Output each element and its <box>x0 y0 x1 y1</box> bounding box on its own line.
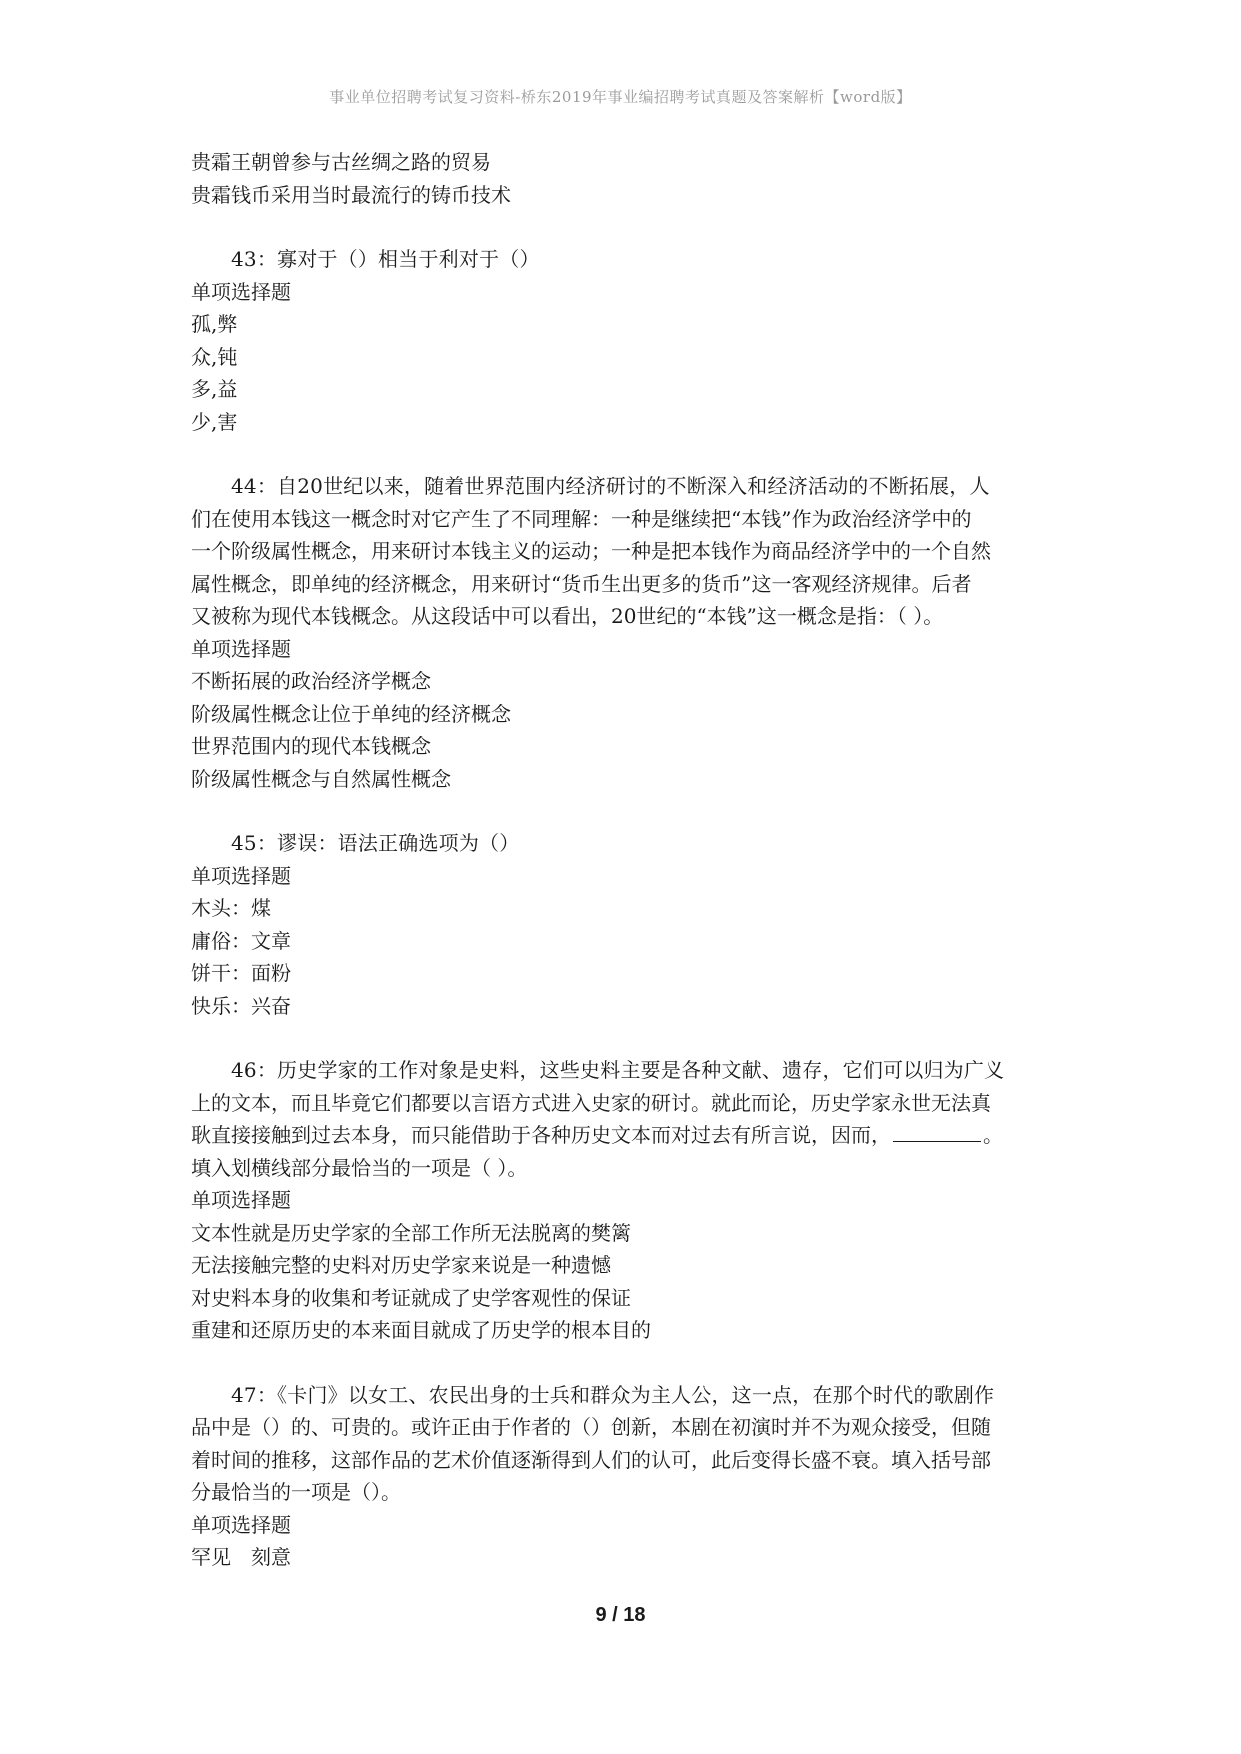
question-44 <box>191 470 1061 795</box>
option-item: 少,害 <box>191 409 238 434</box>
option-item: 众,钝 <box>191 344 238 369</box>
option-item: 文本性就是历史学家的全部工作所无法脱离的樊篱 <box>191 1220 631 1245</box>
question-type: 单项选择题 <box>191 863 291 888</box>
option-item: 庸俗：文章 <box>191 928 291 953</box>
question-47 <box>191 1379 1061 1574</box>
option-item: 不断拓展的政治经济学概念 <box>191 669 431 693</box>
option-item: 世界范围内的现代本钱概念 <box>191 734 431 758</box>
fill-in-blank <box>893 1121 981 1142</box>
page-content <box>191 146 1061 1574</box>
question-type: 单项选择题 <box>191 279 291 304</box>
stem-suffix: 。 <box>983 1123 1003 1147</box>
question-type: 单项选择题 <box>191 1512 291 1537</box>
stem-text: 耿直接接触到过去本身，而只能借助于各种历史文本而对过去有所言说，因而， <box>191 1123 891 1147</box>
option-item: 无法接触完整的史料对历史学家来说是一种遗憾 <box>191 1253 611 1277</box>
question-stem-continued: 分最恰当的一项是（）。 <box>191 1480 401 1504</box>
option-item: 快乐：兴奋 <box>191 993 291 1018</box>
question-stem-continued: 上的文本，而且毕竟它们都要以言语方式进入史家的研讨。就此而论，历史学家永世无法真 <box>191 1090 991 1115</box>
question-stem-continued: 着时间的推移，这部作品的艺术价值逐渐得到人们的认可，此后变得长盛不衰。填入括号部 <box>191 1447 991 1472</box>
option-item: 罕见 刻意 <box>191 1545 291 1569</box>
question-46 <box>191 1054 1061 1347</box>
option-item: 饼干：面粉 <box>191 961 291 985</box>
question-45 <box>191 827 1061 1022</box>
question-stem: 46：历史学家的工作对象是史料，这些史料主要是各种文献、遗存，它们可以归为广义 <box>231 1058 1005 1082</box>
question-type: 单项选择题 <box>191 636 291 661</box>
option-item: 孤,弊 <box>191 312 238 336</box>
question-stem-continued: 又被称为现代本钱概念。从这段话中可以看出，20世纪的“本钱”这一概念是指：（ ）。 <box>191 604 944 628</box>
question-stem-continued: 品中是（）的、可贵的。或许正由于作者的（）创新，本剧在初演时并不为观众接受，但随 <box>191 1415 991 1439</box>
option-item: 阶级属性概念与自然属性概念 <box>191 766 451 791</box>
option-item: 木头：煤 <box>191 896 271 920</box>
question-stem-continued: 一个阶级属性概念，用来研讨本钱主义的运动；一种是把本钱作为商品经济学中的一个自然 <box>191 539 991 563</box>
option-item: 重建和还原历史的本来面目就成了历史学的根本目的 <box>191 1318 651 1342</box>
question-stem: 47：《卡门》以女工、农民出身的士兵和群众为主人公，这一点，在那个时代的歌剧作 <box>231 1382 995 1407</box>
page-header: 事业单位招聘考试复习资料-桥东2019年事业编招聘考试真题及答案解析【word版】 <box>329 88 912 106</box>
option-item: 多,益 <box>191 377 238 401</box>
question-stem: 44：自20世纪以来，随着世界范围内经济研讨的不断深入和经济活动的不断拓展，人 <box>231 474 990 498</box>
question-43 <box>191 243 1061 438</box>
carryover-options <box>191 146 1061 211</box>
option-item: 对史料本身的收集和考证就成了史学客观性的保证 <box>191 1285 631 1310</box>
question-stem-continued <box>191 1119 1061 1152</box>
option-item: 贵霜钱币采用当时最流行的铸币技术 <box>191 182 511 207</box>
option-item: 阶级属性概念让位于单纯的经济概念 <box>191 701 511 726</box>
question-stem-continued: 填入划横线部分最恰当的一项是（ ）。 <box>191 1155 528 1180</box>
question-stem: 43：寡对于（）相当于利对于（） <box>231 247 540 271</box>
question-stem-continued: 属性概念，即单纯的经济概念，用来研讨“货币生出更多的货币”这一客观经济规律。后者 <box>191 571 972 596</box>
option-item: 贵霜王朝曾参与古丝绸之路的贸易 <box>191 150 491 174</box>
question-stem: 45：谬误：语法正确选项为（） <box>231 831 520 855</box>
page-number: 9 / 18 <box>595 1604 646 1626</box>
question-type: 单项选择题 <box>191 1188 291 1212</box>
question-stem-continued: 们在使用本钱这一概念时对它产生了不同理解：一种是继续把“本钱”作为政治经济学中的 <box>191 506 972 531</box>
